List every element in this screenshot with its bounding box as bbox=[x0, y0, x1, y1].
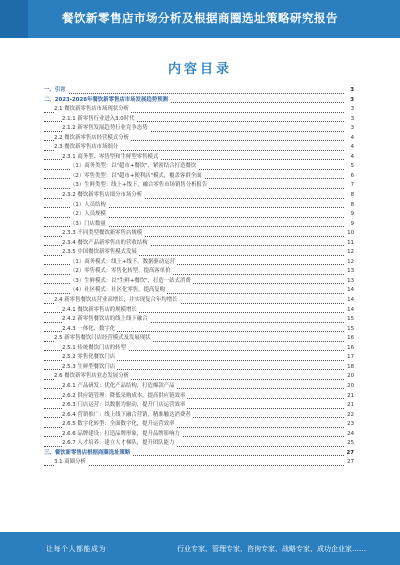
toc-entry[interactable] bbox=[44, 353, 354, 363]
toc-entry-page: 14 bbox=[345, 306, 354, 316]
toc-entry-title: （1）人员结构 bbox=[70, 201, 108, 211]
toc-entry[interactable] bbox=[44, 86, 354, 96]
toc-entry-title: 2.5.1 传统餐饮门店的转型 bbox=[62, 344, 128, 354]
toc-entry-title: 2.3.3 不同类型餐饮新零售店规模 bbox=[62, 229, 144, 239]
toc-entry-title: （3）生鲜类型：线上+线下，融合零售市场销售分析报告 bbox=[70, 181, 209, 191]
toc-entry-title: 2.1.2 新零售发展趋势行业竞争态势 bbox=[62, 124, 150, 134]
toc-entry-page: 16 bbox=[345, 344, 354, 354]
toc-entry[interactable] bbox=[44, 449, 354, 459]
toc-entry[interactable] bbox=[44, 315, 354, 325]
toc-entry-title: （2）人员规模 bbox=[70, 210, 108, 220]
toc-entry-page: 10 bbox=[345, 229, 354, 239]
toc-entry-title: （1）商务类型：以"超市+餐饮"，紧密结合打造餐饮 bbox=[70, 162, 198, 172]
toc-entry-page: 3 bbox=[348, 86, 354, 96]
toc-entry-page: 24 bbox=[345, 430, 354, 440]
toc-entry-title: 2.3.1 商务型、零售型和生鲜型零售模式 bbox=[62, 153, 160, 163]
toc-entry-title: 2.6.5 数字化转型：全面数字化，提升运营效率 bbox=[62, 420, 176, 430]
toc-entry[interactable] bbox=[44, 334, 354, 344]
toc-entry[interactable] bbox=[44, 115, 354, 125]
toc-entry-page: 18 bbox=[345, 363, 354, 373]
toc-entry-page: 6 bbox=[349, 172, 354, 182]
toc-entry-title: 2.6.1 产品研发：优化产品结构，打造爆款产品 bbox=[62, 382, 176, 392]
toc-title: 内容目录 bbox=[167, 62, 232, 77]
report-header bbox=[0, 0, 400, 38]
toc-entry-title: 3.1 商圈分析 bbox=[54, 458, 88, 468]
toc-entry-title: 三、餐饮新零售店根据商圈选址策略 bbox=[44, 449, 132, 459]
toc-entry-page: 20 bbox=[345, 382, 354, 392]
toc-entry-title: 2.1.1 新零售行业进入3.0时代 bbox=[62, 115, 137, 125]
toc-entry[interactable] bbox=[44, 220, 354, 230]
toc-entry-title: 2.2 餐饮新零售店经营模式分析 bbox=[54, 134, 131, 144]
toc-entry-page: 15 bbox=[345, 315, 354, 325]
toc-entry[interactable] bbox=[44, 172, 354, 182]
footer-tagline: 行业专家、管理专家、咨询专家、战略专家、成功企业家…… bbox=[177, 545, 366, 553]
toc-entry[interactable] bbox=[44, 296, 354, 306]
toc-entry-page: 5 bbox=[349, 162, 354, 172]
footer-slogan: 让每个人都能成为 bbox=[46, 545, 106, 553]
toc-entry[interactable] bbox=[44, 124, 354, 134]
toc-entry-page: 15 bbox=[345, 325, 354, 335]
toc-entry-title: 2.4.1 餐饮新零售店的规模增长 bbox=[62, 306, 139, 316]
toc-entry-page: 20 bbox=[345, 372, 354, 382]
toc-entry-title: 2.1 餐饮新零售店市场现状分析 bbox=[54, 105, 131, 115]
toc-entry[interactable] bbox=[44, 420, 354, 430]
toc-entry-title: （2）零售类型：以"超市+便利店"模式，覆盖客群全面 bbox=[70, 172, 204, 182]
toc-entry-page: 7 bbox=[349, 181, 354, 191]
toc-entry-page: 8 bbox=[349, 201, 354, 211]
toc-entry[interactable] bbox=[44, 210, 354, 220]
toc-entry[interactable] bbox=[44, 267, 354, 277]
toc-entry-page: 25 bbox=[345, 439, 354, 449]
toc-entry-title: 2.4.2 新零售餐饮店的线上线下融合 bbox=[62, 315, 150, 325]
toc-entry[interactable] bbox=[44, 239, 354, 249]
toc-entry-title: 2.5.3 生鲜型餐饮门店 bbox=[62, 363, 117, 373]
toc-entry[interactable] bbox=[44, 344, 354, 354]
toc-entry-title: 2.5 新零售餐饮门店经营模式及发展现状 bbox=[54, 334, 153, 344]
toc-entry-title: （3）门店数量 bbox=[70, 220, 108, 230]
toc-entry-page: 11 bbox=[345, 239, 354, 249]
toc-entry[interactable] bbox=[44, 153, 354, 163]
toc-entry-page: 3 bbox=[348, 96, 354, 106]
toc-entry[interactable] bbox=[44, 181, 354, 191]
toc-entry-title: 2.6.3 门店运营：以数据为驱动，提升门店运营效率 bbox=[62, 401, 187, 411]
toc-entry-page: 27 bbox=[345, 458, 354, 468]
toc-entry-page: 22 bbox=[345, 411, 354, 421]
toc-entry-page: 14 bbox=[345, 296, 354, 306]
toc-entry-title: 2.4.3 一体化、数字化 bbox=[62, 325, 117, 335]
toc-entry-title: （3）生鲜模式：以"生鲜+餐饮"，打造一站式消费 bbox=[70, 277, 193, 287]
toc-entry-page: 9 bbox=[349, 210, 354, 220]
toc-entry-page: 3 bbox=[349, 105, 354, 115]
toc-entry-page: 8 bbox=[349, 191, 354, 201]
toc-entry-title: 2.3.5 中国餐饮新零售模式发展 bbox=[62, 248, 139, 258]
toc-entry-page: 16 bbox=[345, 334, 354, 344]
toc-entry[interactable] bbox=[44, 430, 354, 440]
toc-entry[interactable] bbox=[44, 286, 354, 296]
toc-entry-page: 4 bbox=[349, 143, 354, 153]
toc-entry-title: 2.6.6 品牌建设：打造品牌形象，提升品牌影响力 bbox=[62, 430, 182, 440]
toc-entry-page: 13 bbox=[345, 267, 354, 277]
toc-entry[interactable] bbox=[44, 392, 354, 402]
toc-entry-page: 21 bbox=[345, 401, 354, 411]
toc-entry[interactable] bbox=[44, 439, 354, 449]
toc-entry[interactable] bbox=[44, 201, 354, 211]
toc-entry-page: 4 bbox=[349, 153, 354, 163]
toc-entry-page: 27 bbox=[344, 449, 354, 459]
toc-entry-page: 13 bbox=[345, 277, 354, 287]
toc-entry[interactable] bbox=[44, 363, 354, 373]
table-of-contents bbox=[44, 86, 354, 468]
toc-entry-title: 2.6.7 人才培养：建立人才梯队，提升团队能力 bbox=[62, 439, 176, 449]
toc-entry[interactable] bbox=[44, 382, 354, 392]
toc-leader-dots bbox=[44, 465, 344, 466]
toc-entry-title: （4）社区模式：社区化零售，提高复购 bbox=[70, 286, 167, 296]
toc-entry-title: 2.3.2 餐饮新零售店细分市场分析 bbox=[62, 191, 144, 201]
toc-entry-title: 2.6.4 营销推广：线上线下融合营销，精准触达消费者 bbox=[62, 411, 193, 421]
toc-entry[interactable] bbox=[44, 258, 354, 268]
toc-entry-title: 一、引言 bbox=[44, 86, 68, 96]
toc-entry-page: 14 bbox=[345, 286, 354, 296]
toc-entry[interactable] bbox=[44, 134, 354, 144]
toc-entry[interactable] bbox=[44, 162, 354, 172]
toc-entry-title: 2.3.4 餐饮产品新零售店的营收结构 bbox=[62, 239, 150, 249]
toc-entry[interactable] bbox=[44, 401, 354, 411]
toc-entry-title: 2.3 餐饮新零售店市场细分 bbox=[54, 143, 120, 153]
toc-entry[interactable] bbox=[44, 191, 354, 201]
toc-entry-page: 3 bbox=[349, 115, 354, 125]
toc-entry-page: 3 bbox=[349, 124, 354, 134]
report-footer bbox=[0, 532, 400, 565]
toc-entry-title: 2.5.2 零售化餐饮门店 bbox=[62, 353, 117, 363]
toc-entry-page: 12 bbox=[345, 248, 354, 258]
toc-entry-page: 12 bbox=[345, 258, 354, 268]
toc-entry[interactable] bbox=[44, 143, 354, 153]
toc-entry-page: 17 bbox=[345, 353, 354, 363]
toc-entry[interactable] bbox=[44, 306, 354, 316]
toc-entry-title: 2.6 餐饮新零售店业态发展分析 bbox=[54, 372, 131, 382]
toc-entry[interactable] bbox=[44, 411, 354, 421]
toc-entry-title: 二、2023-2028年餐饮新零售店市场发展趋势预测 bbox=[44, 96, 170, 106]
toc-entry[interactable] bbox=[44, 277, 354, 287]
toc-entry-title: 2.4 新零售餐饮店营业高增长，并实现复合年均增长 bbox=[54, 296, 180, 306]
toc-entry[interactable] bbox=[44, 248, 354, 258]
toc-entry-page: 23 bbox=[345, 420, 354, 430]
report-title: 餐饮新零售店市场分析及根据商圈选址策略研究报告 bbox=[62, 11, 338, 25]
toc-entry[interactable] bbox=[44, 372, 354, 382]
toc-entry[interactable] bbox=[44, 105, 354, 115]
toc-entry-page: 9 bbox=[349, 220, 354, 230]
toc-entry-title: （1）商务模式：线上+线下，数据驱动运营 bbox=[70, 258, 177, 268]
toc-entry-page: 21 bbox=[345, 392, 354, 402]
toc-entry-title: （2）零售模式：零售化转型，提高客单价 bbox=[70, 267, 172, 277]
toc-entry-title: 2.6.2 供应链管理：降低采购成本，提高供应链效率 bbox=[62, 392, 187, 402]
toc-entry[interactable] bbox=[44, 325, 354, 335]
toc-entry-page: 4 bbox=[349, 134, 354, 144]
toc-entry[interactable] bbox=[44, 458, 354, 468]
toc-leader-dots bbox=[44, 93, 344, 94]
toc-entry[interactable] bbox=[44, 96, 354, 106]
toc-entry[interactable] bbox=[44, 229, 354, 239]
